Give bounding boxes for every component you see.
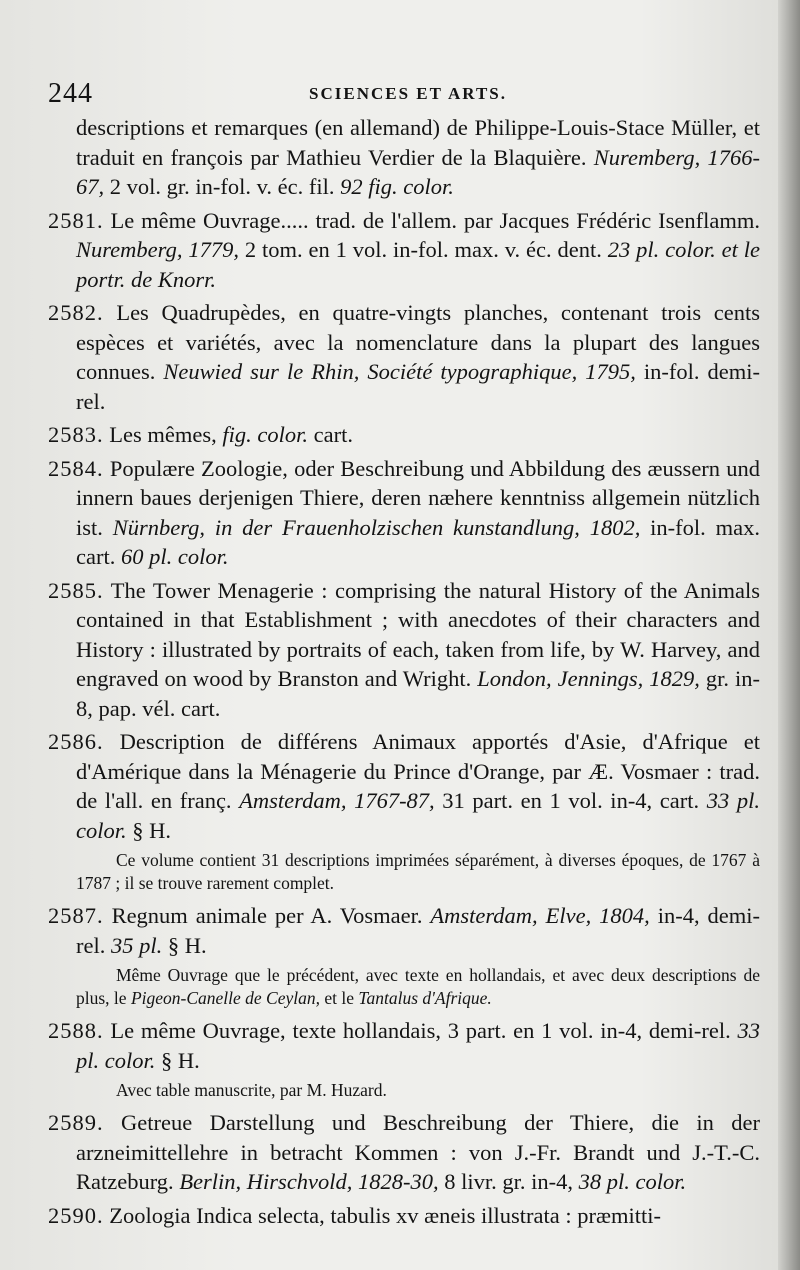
entry-italic-text: Berlin, Hirschvold, 1828-30, [179, 1169, 439, 1194]
entry-text: Description de différens Animaux apportés d'Asie, d'Afrique et d'Amérique dans la Ménagerie du Prince d'Orange, par Æ. Vosmaer : trad. de l'all. en franç. [76, 729, 760, 813]
entry-number: 2582. [48, 300, 104, 325]
entry-number: 2587. [48, 903, 104, 928]
entry-text: Regnum animale per A. Vosmaer. [103, 903, 431, 928]
catalogue-entry [48, 1016, 760, 1075]
entry-number: 2586. [48, 729, 104, 754]
catalogue-entry [48, 420, 760, 450]
entry-italic-text: Nuremberg, 1779, [76, 237, 239, 262]
entry-text: Populære Zoologie, oder Beschreibung und Abbildung des æussern und innern baues derjenigen Thiere, deren næhere kenntniss allgemein nützlich ist. [76, 455, 760, 540]
entry-italic-text: Amsterdam, Elve, 1804, [430, 903, 650, 928]
entry-text: § H. [126, 817, 171, 843]
entry-text: cart. [307, 422, 353, 447]
note-text: Ce volume contient 31 descriptions imprimées séparément, à diverses époques, de 1767 à 1787 ; il se trouve rarement complet. [76, 850, 760, 893]
entry-italic-text: 92 fig. color. [340, 174, 454, 199]
entry-italic-text: 33 pl. color. [76, 1018, 760, 1073]
entry-text: gr. in-8, pap. vél. cart. [76, 666, 760, 721]
entry-text: in-4, demi-rel. [76, 903, 761, 958]
entry-text: Le même Ouvrage..... trad. de l'allem. par Jacques Frédéric Isenflamm. [103, 207, 760, 233]
entry-number: 2581. [48, 207, 104, 233]
entry-text: 8 livr. gr. in-4, [438, 1169, 579, 1194]
entry-italic-text: 38 pl. color. [578, 1169, 687, 1194]
entry-text: in-fol. demi-rel. [76, 359, 760, 414]
entry-italic-text: Amsterdam, 1767-87, [239, 788, 435, 813]
entry-number: 2588. [48, 1018, 104, 1043]
entry-text: The Tower Menagerie : comprising the natural History of the Animals contained in that Establishment ; with anecdotes of their characters and History : illustrated by portraits of each, taken from life, by W. Harvey, and engraved on wood by Branston and Wright. [76, 577, 760, 691]
catalogue-entry [48, 454, 760, 572]
entry-text: Getreue Darstellung und Beschreibung der Thiere, die in der arzneimittellehre in betracht Kommen : von J.-Fr. Brandt und J.-T.-C. Ratzeburg. [76, 1110, 760, 1194]
note-italic-text: Pigeon-Canelle de Ceylan, [130, 988, 320, 1008]
entry-italic-text: 33 pl. color. [76, 788, 760, 843]
entry-italic-text: Nürnberg, in der Frauenholzischen kunstandlung, 1802, [112, 514, 641, 540]
entry-text: Les Quadrupèdes, en quatre-vingts planches, contenant trois cents espèces et variétés, avec la nomenclature dans la plupart des langues connues. [76, 300, 760, 384]
entry-number: 2583. [48, 422, 104, 447]
catalogue-entry [48, 901, 760, 960]
entry-number: 2590. [48, 1202, 104, 1228]
entry-number: 2584. [48, 455, 104, 481]
catalogue-entry [48, 298, 760, 416]
entry-italic-text: London, Jennings, 1829, [477, 666, 700, 691]
catalogue-entry [48, 113, 760, 202]
entry-number: 2585. [48, 577, 104, 603]
page-number: 244 [48, 78, 93, 109]
note-text: Même Ouvrage que le précédent, avec texte en hollandais, et avec deux descriptions de plus, le [76, 965, 760, 1008]
running-title: SCIENCES ET ARTS. [309, 84, 507, 103]
entry-italic-text: fig. color. [222, 422, 308, 447]
entry-text: § H. [155, 1047, 200, 1073]
catalogue-entries [48, 113, 760, 1234]
entry-text: Zoologia Indica selecta, tabulis xv æneis illustrata : præmitti- [103, 1202, 662, 1228]
note-text: Avec table manuscrite, par M. Huzard. [116, 1080, 387, 1100]
page-header [48, 78, 768, 112]
catalogue-entry [48, 727, 760, 845]
note-text: et le [319, 988, 359, 1008]
entry-text: descriptions et remarques (en allemand) de Philippe-Louis-Stace Müller, et traduit en françois par Mathieu Verdier de la Blaquière. [76, 115, 760, 170]
note-italic-text: Tantalus d'Afrique. [358, 988, 492, 1008]
page-edge-shadow [778, 0, 800, 1270]
entry-italic-text: 35 pl. [110, 932, 163, 958]
entry-italic-text: 23 pl. color. et le portr. de Knorr. [76, 237, 760, 292]
entry-note [48, 849, 760, 895]
entry-number: 2589. [48, 1110, 104, 1135]
entry-text: 2 tom. en 1 vol. in-fol. max. v. éc. dent. [238, 237, 608, 262]
entry-text: 2 vol. gr. in-fol. v. éc. fil. [104, 174, 341, 199]
entry-italic-text: 60 pl. color. [120, 544, 229, 569]
entry-note [48, 964, 760, 1010]
catalogue-entry [48, 206, 760, 295]
catalogue-entry [48, 576, 760, 724]
entry-text: Le même Ouvrage, texte hollandais, 3 part. en 1 vol. in-4, demi-rel. [103, 1018, 738, 1043]
entry-italic-text: Nuremberg, 1766-67, [76, 144, 760, 199]
entry-text: 31 part. en 1 vol. in-4, cart. [434, 788, 707, 813]
entry-text: § H. [162, 932, 207, 958]
entry-text: Les mêmes, [103, 422, 223, 447]
catalogue-entry [48, 1201, 760, 1231]
catalogue-entry [48, 1108, 760, 1197]
entry-note [48, 1079, 760, 1102]
entry-text: in-fol. max. cart. [76, 514, 760, 569]
entry-italic-text: Neuwied sur le Rhin, Société typographique, 1795, [163, 359, 636, 384]
